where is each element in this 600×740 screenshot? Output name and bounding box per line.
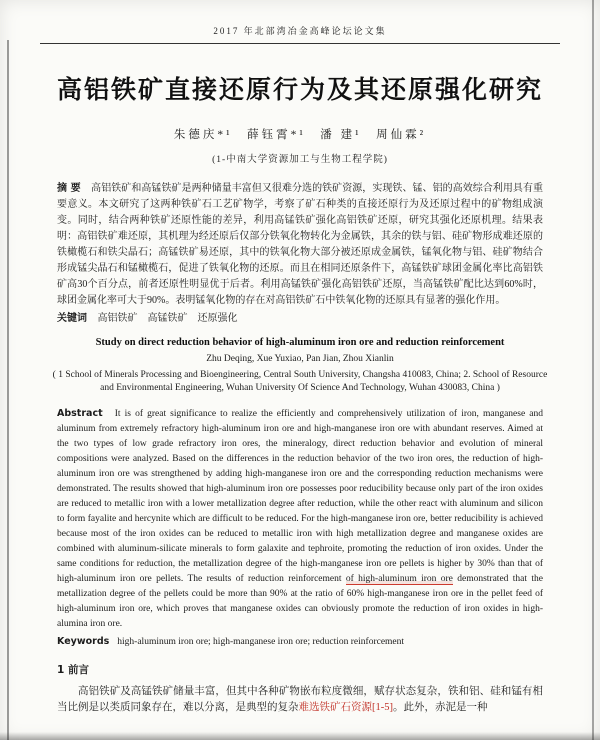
keywords-cn [57,311,543,327]
abstract-cn [57,181,543,309]
keywords-cn-text: 高铝铁矿 高锰铁矿 还原强化 [97,313,238,324]
keywords-en-text: high-aluminum iron ore; high-manganese iron ore; reduction reinforcement [117,637,405,647]
keywords-en [57,634,543,650]
abstract-en-text-after: demonstrated that the metallization degree of the pellets could be more than 90% at the ratio of 60% high-manganese iron ore in the pellet feed of high-aluminum iron ore, which proves that manganese oxides can obviously promote the reduction of iron oxides in high-alumina iron ore. [57,574,543,629]
abstract-en-text-marked: of high-aluminum iron ore [345,574,453,584]
authors-cn: 朱德庆*¹ 薛钰霄*¹ 潘 建¹ 周仙霖² [173,129,427,141]
paper-title-cn: 高铝铁矿直接还原行为及其还原强化研究 [56,75,543,104]
section-1-heading: 1 前言 [57,664,89,676]
authors-en: Zhu Deqing, Xue Yuxiao, Pan Jian, Zhou Xianlin [206,354,394,364]
proceedings-header: 2017 年北部湾冶金高峰论坛论文集 [213,26,387,36]
section-1-paragraph [57,684,543,716]
affiliation-en: ( 1 School of Minerals Processing and Bioengineering, Central South University, Changsha 410083, China; 2. School of Resource and Environmental Engineering, Wuhan University Of Science And Technology, Wuhan 430083, China ) [52,370,548,393]
abstract-en [57,406,543,632]
abstract-en-label: Abstract [57,408,103,419]
scan-edge-left [7,40,9,740]
abstract-cn-label: 摘 要 [57,183,81,194]
section-1-text-after: 。此外，赤泥是一种 [393,702,488,713]
affiliation-cn: (1-中南大学资源加工与生物工程学院) [212,155,388,165]
paper-title-en: Study on direct reduction behavior of high-aluminum iron ore and reduction reinforcement [95,337,505,348]
scan-bottom-smudge [0,732,600,740]
section-1-text-before: 高铝铁矿及高锰铁矿储量丰富，但其中各种矿物嵌布粒度微细，赋存状态复杂，铁和铝、硅和锰有相当比例是以类质同象存在，难以分离，是典型的复杂 [57,686,543,713]
abstract-cn-text: 高铝铁矿和高锰铁矿是两种储量丰富但又很难分选的铁矿资源，实现铁、锰、铝的高效综合利用具有重要意义。本文研究了这两种铁矿石工艺矿物学，考察了矿石种类的直接还原行为及还原过程中的矿物组成演变。同时，结合两种铁矿还原性能的差异，利用高锰铁矿强化高铝铁矿还原，研究其强化还原机理。结果表明：高铝铁矿难还原，其机理为经还原后仅部分铁氧化物转化为金属铁，其余的铁与铝、硅矿物形成难还原的铁橄榄石和铁尖晶石；高锰铁矿易还原，其中的铁氧化物大部分被还原成金属铁，锰氧化物与铝、硅矿物结合形成锰尖晶石和锰橄榄石，促进了铁氧化物的还原。而且在相同还原条件下，高锰铁矿球团金属化率比高铝铁矿高30个百分点，前者还原性明显优于后者。利用高锰铁矿强化高铝铁矿还原，当高锰铁矿配比达到60%时，球团金属化率可大于90%。表明锰氧化物的存在对高铝铁矿石中铁氧化物的还原具有显著的强化作用。 [57,183,544,306]
scan-edge-right [592,0,594,740]
abstract-en-text-before: It is of great significance to realize the efficiently and comprehensively utilization of iron, manganese and aluminum from extremely refractory high-aluminum iron ore and high-manganese iron ore with abundant reserves. Aimed at the two types of low grade refractory iron ores, the mineralogy, direct reduction behavior and evolution of mineral compositions were analyzed. Based on the differences in the reduction behavior of the two iron ores, the reduction of high-aluminum iron ore was strengthened by adding high-manganese iron ore and the corresponding reduction mechanisms were demonstrated. The results showed that high-aluminum iron ore possesses poor reducibility because only part of the iron oxides are reduced to metallic iron with a lower metallization degree after reduction, while the other react with aluminum and silicon to form fayalite and hercynite which are difficult to be reduced. For the high-manganese iron ore, better reducibility is achieved because most of the iron oxides can be reduced to metallic iron with high metallization degree and manganese oxides are combined with aluminum-silicate minerals to form galaxite and tephroite, promoting the reduction of iron oxides. Under the same conditions for reduction, the metallization degree of the high-manganese iron ore pellets is higher by 30% than that of high-aluminum iron ore pellets. The results of reduction reinforcement [57,409,544,584]
header-rule [40,43,560,44]
keywords-cn-label: 关键词 [57,313,87,324]
section-1-text-red: 难选铁矿石资源[1-5] [298,702,393,713]
keywords-en-label: Keywords [57,636,110,647]
